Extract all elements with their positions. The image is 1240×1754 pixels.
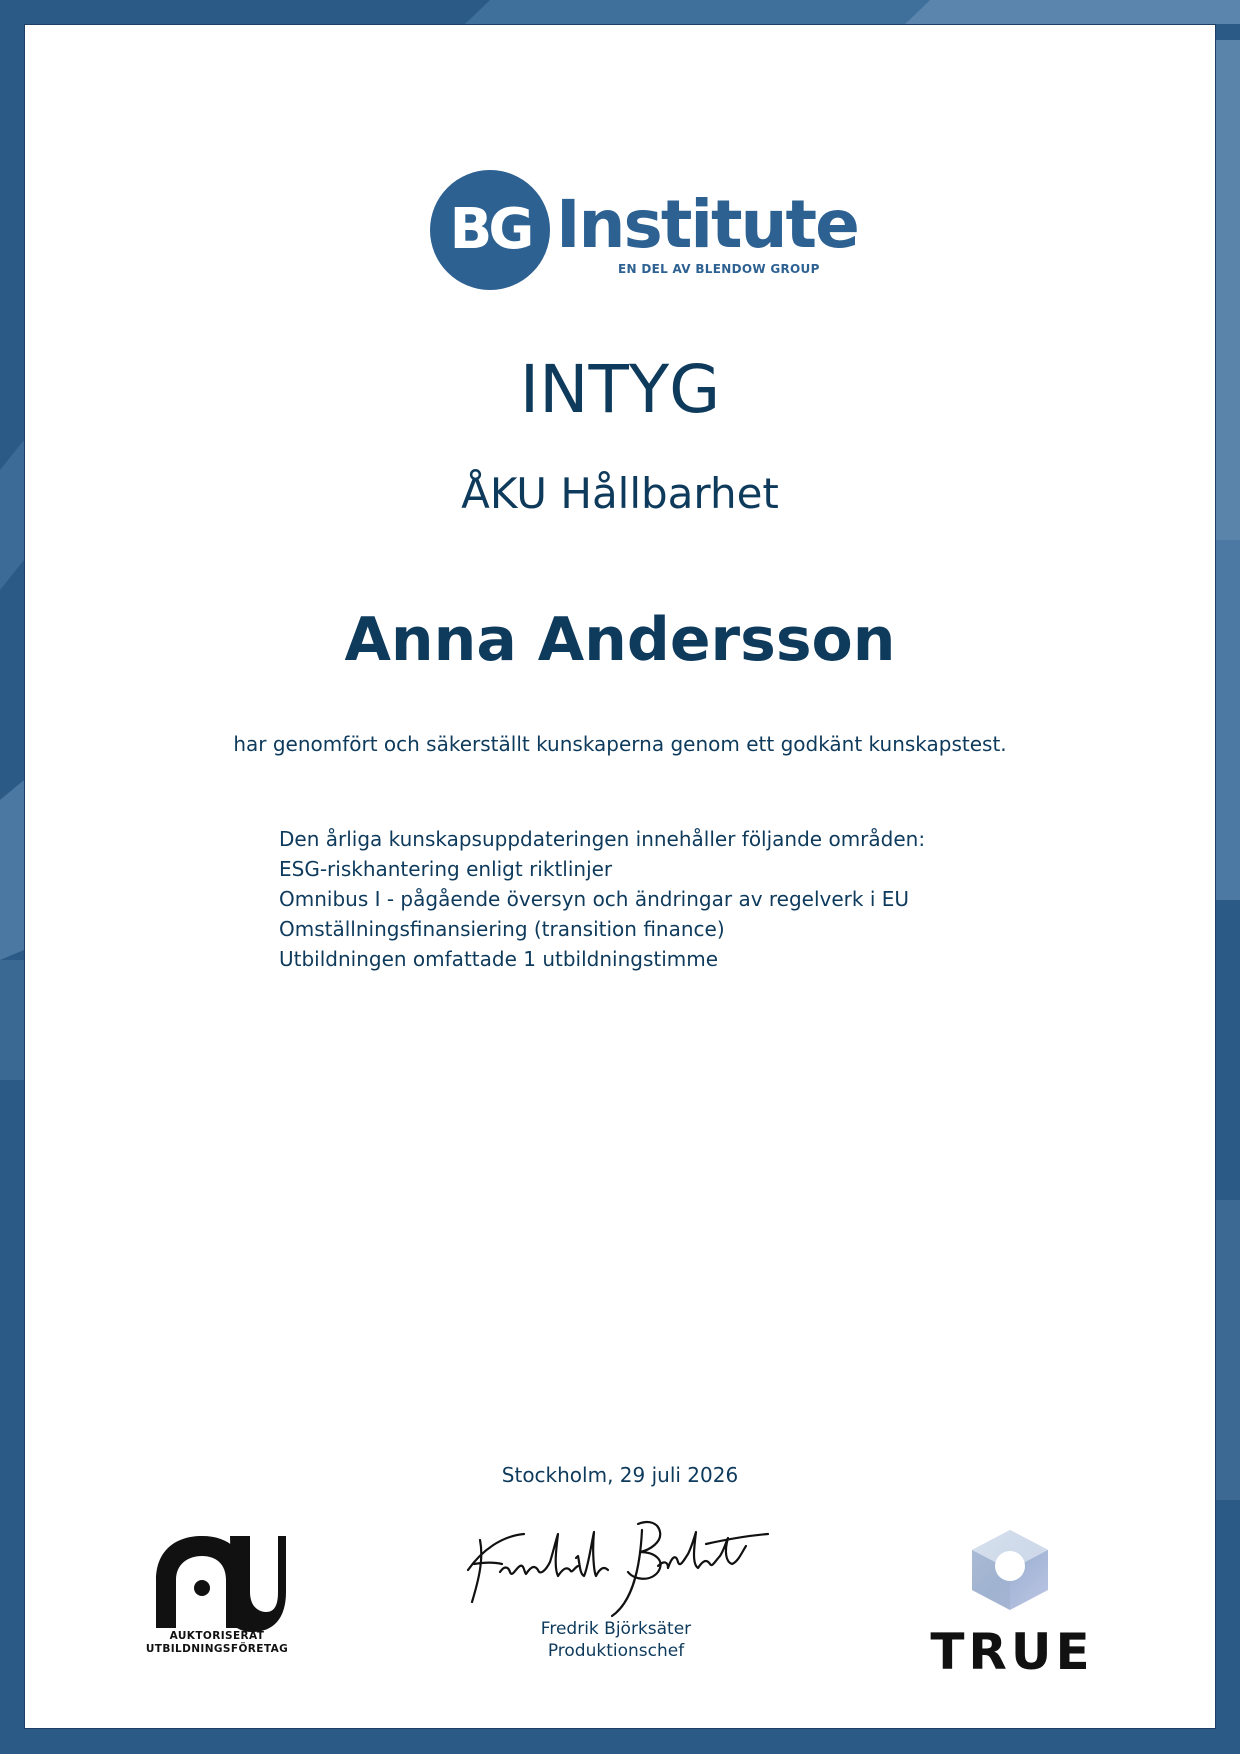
true-cube-icon [966, 1526, 1054, 1614]
bg-institute-logo [406, 142, 858, 292]
content-line: Utbildningen omfattade 1 utbildningstimme [279, 947, 719, 971]
content-line: Omnibus I - pågående översyn och ändringar av regelverk i EU [279, 887, 910, 911]
au-badge-text: AUKTORISERAT UTBILDNINGSFÖRETAG [145, 1630, 289, 1655]
logo-monogram: BG [430, 170, 550, 290]
true-badge-text: TRUE [930, 1623, 1094, 1681]
recipient-name: Anna Andersson [344, 605, 896, 675]
place-and-date: Stockholm, 29 juli 2026 [501, 1463, 739, 1487]
signer-block [460, 1618, 772, 1662]
course-content-list [279, 824, 1079, 974]
signer-role: Produktionschef [547, 1641, 685, 1661]
signer-name: Fredrik Björksäter [540, 1619, 692, 1639]
completion-statement: har genomfört och säkerställt kunskaperna genom ett godkänt kunskapstest. [233, 732, 1007, 756]
content-line: Den årliga kunskapsuppdateringen innehåller följande områden: [279, 827, 926, 851]
signature-image [462, 1510, 772, 1620]
certificate-title: INTYG [519, 351, 721, 428]
logo-wordmark: Institute [556, 186, 858, 263]
course-name: ÅKU Hållbarhet [461, 469, 779, 518]
logo-tagline: EN DEL AV BLENDOW GROUP [618, 262, 820, 276]
content-line: ESG-riskhantering enligt riktlinjer [279, 857, 613, 881]
content-line: Omställningsfinansiering (transition finance) [279, 917, 725, 941]
